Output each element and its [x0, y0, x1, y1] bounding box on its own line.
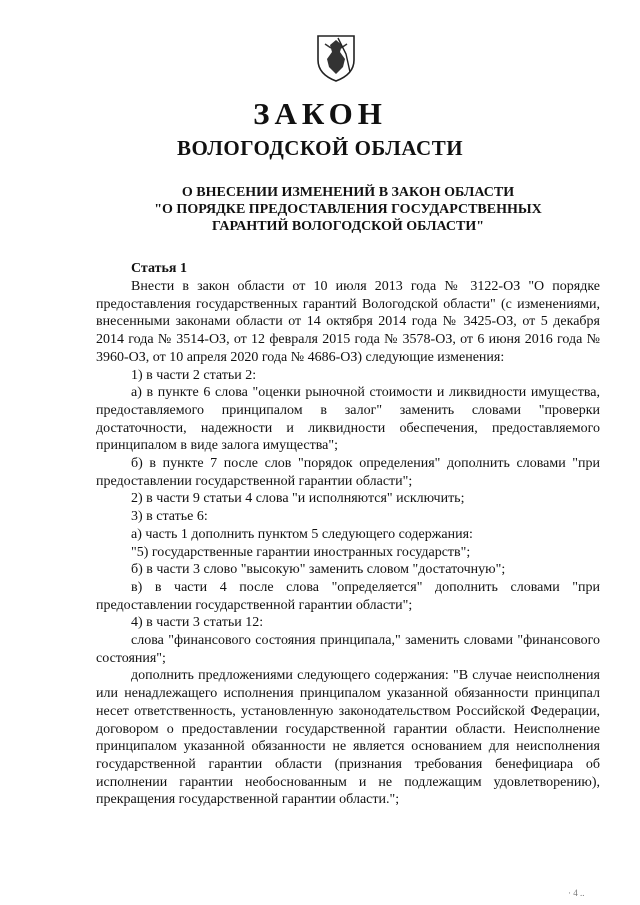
paragraph: б) в части 3 слово "высокую" заменить словом "достаточную"; — [131, 562, 506, 578]
paragraph: а) часть 1 дополнить пунктом 5 следующего содержания: — [131, 526, 473, 542]
paragraph: 1) в части 2 статьи 2: — [131, 367, 257, 383]
document-subtitle: ВОЛОГОДСКОЙ ОБЛАСТИ — [176, 136, 464, 160]
article-body — [96, 278, 600, 809]
paragraph: слова "финансового состояния принципала," заменить словами "финансового состояния"; — [96, 633, 600, 666]
paragraph: Внести в закон области от 10 июля 2013 года № 3122-ОЗ "О порядке предоставления государственных гарантий Вологодской области" (с изменениями, внесенными законами области от 14 октября 2014 года № 3425-ОЗ, от 5 декабря 2014 года № 3514-ОЗ, от 12 февраля 2015 года № 3578-ОЗ, от 6 июня 2016 года № 3960-ОЗ, от 10 апреля 2020 года № 4686-ОЗ) следующие изменения: — [96, 279, 600, 365]
paragraph: б) в пункте 7 после слов "порядок определения" дополнить словами "при предоставлении государственной гарантии области"; — [96, 456, 600, 489]
paragraph: 4) в части 3 статьи 12: — [131, 615, 264, 631]
law-title-line: "О ПОРЯДКЕ ПРЕДОСТАВЛЕНИЯ ГОСУДАРСТВЕННЫХ — [154, 202, 542, 217]
article-heading: Статья 1 — [131, 261, 187, 276]
paragraph: дополнить предложениями следующего содержания: "В случае неисполнения или ненадлежащего исполнения принципалом указанной обязанности принципал несет ответственность, установленную законодательством Российской Федерации, договором о предоставлении государственной гарантии области. Неисполнение принципалом указанной обязанности не является основанием для неисполнения государственной гарантии области (признания требования бенефициара об исполнении гарантии необоснованным и не подлежащим удовлетворению), прекращения государственной гарантии области."; — [96, 668, 600, 808]
law-title-line: ГАРАНТИЙ ВОЛОГОДСКОЙ ОБЛАСТИ" — [211, 219, 485, 234]
paragraph: "5) государственные гарантии иностранных государств"; — [131, 544, 471, 560]
paragraph: в) в части 4 после слова "определяется" дополнить словами "при предоставлении государственной гарантии области"; — [96, 579, 600, 613]
document-title: ЗАКОН — [253, 96, 387, 131]
paragraph: 3) в статье 6: — [131, 509, 208, 525]
page-mark: · 4 .. — [568, 888, 585, 898]
coat-of-arms-icon — [316, 34, 356, 82]
paragraph: 2) в части 9 статьи 4 слова "и исполняются" исключить; — [131, 491, 465, 507]
law-title-line: О ВНЕСЕНИИ ИЗМЕНЕНИЙ В ЗАКОН ОБЛАСТИ — [181, 185, 515, 200]
paragraph: а) в пункте 6 слова "оценки рыночной стоимости и ликвидности имущества, предоставляемого принципалом в залог" заменить словами "проверки достаточности, надежности и ликвидности обеспечения, предоставляемого принципалом в виде залога имущества"; — [96, 385, 600, 454]
law-title — [96, 184, 600, 235]
